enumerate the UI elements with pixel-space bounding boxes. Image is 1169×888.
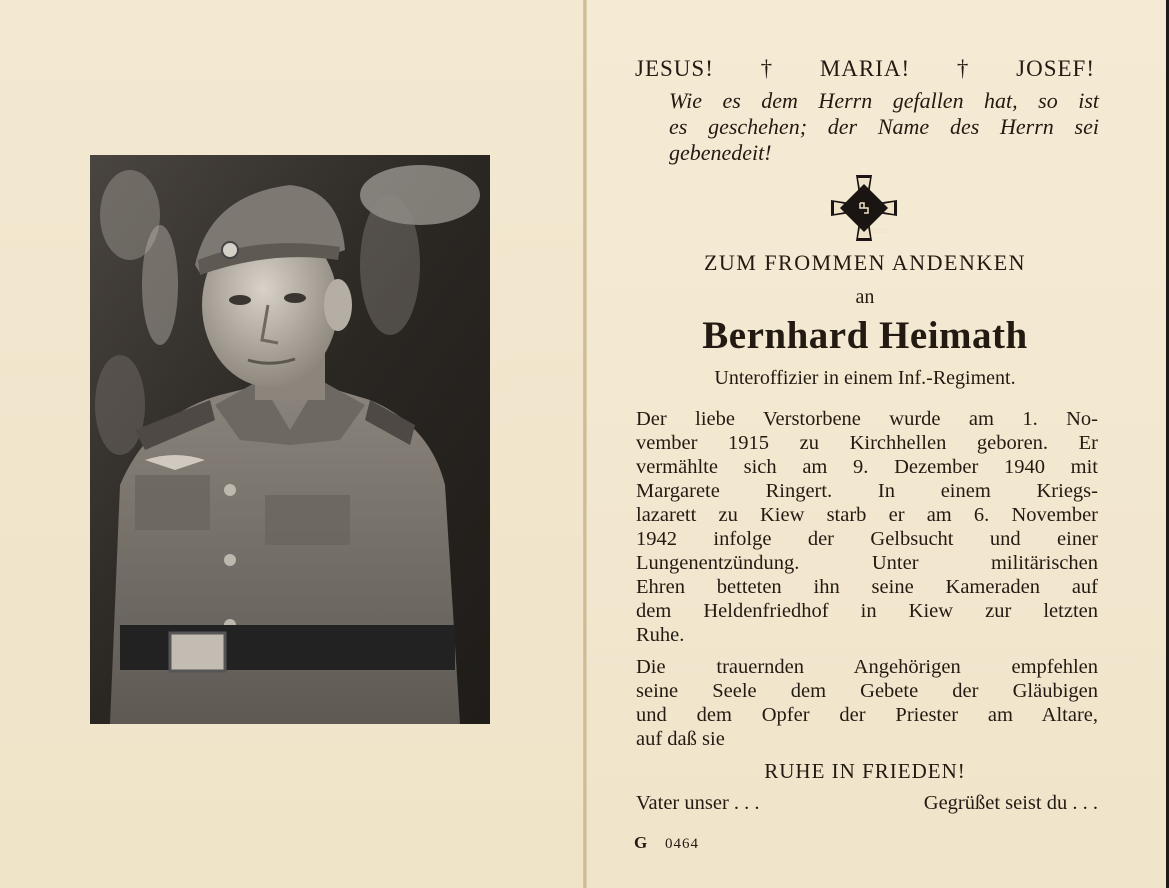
dedication-heading: ZUM FROMMEN ANDENKEN — [703, 250, 1027, 275]
deceased-rank: Unteroffizier in einem Inf.-Regiment. — [714, 367, 1016, 389]
bio-line: dem Heldenfriedhof in Kiew zur letzten — [636, 600, 1098, 622]
iron-cross-icon — [829, 173, 899, 243]
invocation-josef: JOSEF! — [1016, 56, 1095, 81]
invocation-jesus: JESUS! — [635, 56, 714, 81]
hail-mary-text: Gegrüßet seist du . . . — [923, 792, 1098, 814]
print-code — [634, 833, 699, 853]
bio-line: vermählte sich am 9. Dezember 1940 mit — [636, 456, 1098, 478]
bio-line: lazarett zu Kiew starb er am 6. November — [636, 504, 1098, 526]
cross-year: 1939 — [872, 228, 888, 235]
portrait-image — [90, 155, 490, 724]
bio-line: Ruhe. — [636, 624, 685, 646]
closing-prayers — [636, 792, 1098, 815]
our-father-text: Vater unser . . . — [636, 792, 760, 814]
cross-dagger-icon: † — [956, 56, 970, 81]
verse-line: gebenedeit! — [669, 140, 772, 165]
prayer-line: auf daß sie — [636, 728, 725, 750]
soldier-portrait-photo — [90, 155, 490, 724]
bio-line: 1942 infolge der Gelbsucht und einer — [636, 528, 1098, 550]
bio-line: Der liebe Verstorbene wurde am 1. No- — [636, 408, 1098, 430]
printer-mark: G — [634, 833, 649, 852]
verse-line: es geschehen; der Name des Herrn sei — [669, 114, 1099, 139]
verse-line: Wie es dem Herrn gefallen hat, so ist — [669, 88, 1099, 113]
invocation-maria: MARIA! — [819, 56, 911, 81]
card-fold — [583, 0, 587, 888]
prayer-line: Die trauernden Angehörigen empfehlen — [636, 656, 1098, 678]
prayer-line: seine Seele dem Gebete der Gläubigen — [636, 680, 1098, 702]
bio-line: vember 1915 zu Kirchhellen geboren. Er — [636, 432, 1098, 454]
bio-line: Lungenentzündung. Unter militärischen — [636, 552, 1098, 574]
invocation-header — [635, 56, 1095, 82]
biography-text — [636, 407, 1098, 647]
rest-in-peace: RUHE IN FRIEDEN! — [764, 759, 966, 783]
bio-line: Margarete Ringert. In einem Kriegs- — [636, 480, 1098, 502]
deceased-name: Bernhard Heimath — [702, 314, 1028, 357]
dedication-an: an — [855, 286, 875, 308]
scripture-verse — [669, 88, 1099, 166]
bio-line: Ehren betteten ihn seine Kameraden auf — [636, 576, 1098, 598]
prayer-text — [636, 655, 1098, 751]
cross-dagger-icon: † — [760, 56, 774, 81]
print-number: 0464 — [664, 836, 699, 852]
prayer-line: und dem Opfer der Priester am Altare, — [636, 704, 1098, 726]
